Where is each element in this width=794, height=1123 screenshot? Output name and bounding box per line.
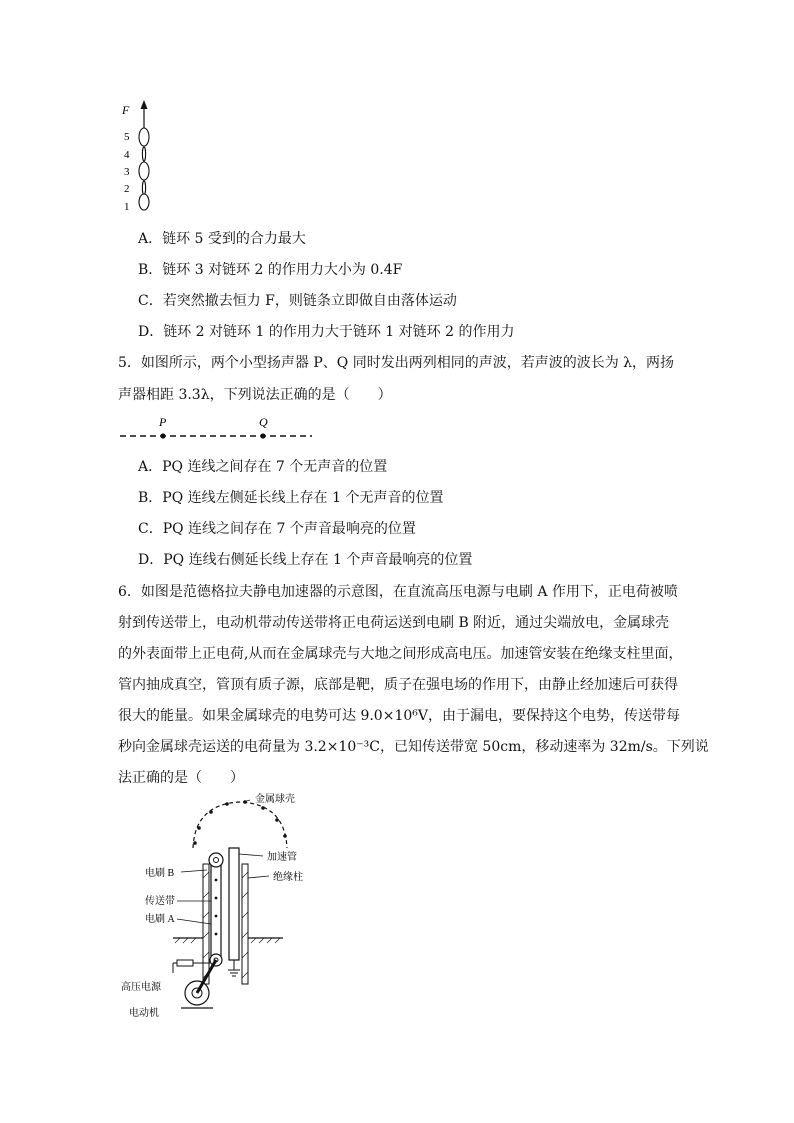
top-pulley (209, 853, 223, 867)
q6-stem-line1: 6．如图是范德格拉夫静电加速器的示意图，在直流高压电源与电刷 A 作用下，正电荷被喷 (118, 584, 678, 600)
q6-stem-line6: 秒向金属球壳运送的电荷量为 3.2×10⁻³C，已知传送带宽 50cm，移动速率为 32m/s。下列说 (118, 739, 709, 755)
q4-option-d: D．链环 2 对链环 1 的作用力大于链环 1 对链环 2 的作用力 (138, 324, 515, 340)
ring-2 (142, 181, 145, 195)
ring-label-3: 3 (124, 166, 130, 178)
q6-stem-line7: 法正确的是（ ） (118, 770, 244, 786)
van-de-graaff-figure (115, 788, 335, 1028)
q5-stem-line1: 5．如图所示，两个小型扬声器 P、Q 同时发出两列相同的声波，若声波的波长为 λ，两扬 (118, 355, 675, 371)
speaker-p-dot (160, 433, 165, 438)
ring-3 (139, 162, 149, 180)
pillar-right (242, 864, 248, 984)
label-insulating-pillar: 绝缘柱 (273, 872, 303, 883)
q4-option-a: A．链环 5 受到的合力最大 (138, 231, 306, 247)
q5-stem-line2: 声器相距 3.3λ，下列说法正确的是（ ） (118, 387, 392, 403)
ring-1 (139, 194, 149, 210)
ring-5 (139, 128, 149, 146)
q5-option-d: D．PQ 连线右侧延长线上存在 1 个声音最响亮的位置 (138, 552, 473, 568)
label-belt: 传送带 (145, 896, 175, 907)
ring-label-5: 5 (124, 131, 130, 143)
force-label: F (122, 103, 130, 117)
q5-option-b: B．PQ 连线左侧延长线上存在 1 个无声音的位置 (138, 490, 444, 506)
power-source (177, 960, 193, 966)
label-acceleration-tube: 加速管 (267, 852, 297, 863)
shell-charges (193, 800, 287, 845)
label-brush-a: 电刷 A (145, 914, 175, 925)
pillar-left (203, 864, 209, 984)
label-brush-b: 电刷 B (145, 868, 175, 879)
label-metal-shell: 金属球壳 (255, 794, 295, 805)
speaker-q-label: Q (259, 415, 268, 429)
q5-option-c: C．PQ 连线之间存在 7 个声音最响亮的位置 (138, 521, 416, 537)
speaker-line-figure (118, 412, 318, 446)
ring-label-4: 4 (124, 149, 130, 161)
q6-stem-line3: 的外表面带上正电荷,从而在金属球壳与大地之间形成高电压。加速管安装在绝缘支柱里面， (118, 646, 683, 662)
chain-figure (112, 98, 162, 216)
q6-stem-line2: 射到传送带上，电动机带动传送带将正电荷运送到电刷 B 附近，通过尖端放电，金属球壳 (118, 615, 670, 631)
q6-stem-line5: 很大的能量。如果金属球壳的电势可达 9.0×10⁶V，由于漏电，要保持这个电势，传送带每 (118, 708, 680, 724)
label-power-source: 高压电源 (121, 982, 161, 993)
q4-option-c: C．若突然撤去恒力 F，则链条立即做自由落体运动 (138, 293, 457, 309)
metal-shell (193, 802, 287, 848)
speaker-q-dot (260, 433, 265, 438)
ring-4 (142, 147, 145, 161)
label-motor: 电动机 (129, 1008, 159, 1019)
q4-option-b: B．链环 3 对链环 2 的作用力大小为 0.4F (138, 262, 403, 278)
q5-option-a: A．PQ 连线之间存在 7 个无声音的位置 (138, 459, 388, 475)
q6-stem-line4: 管内抽成真空，管顶有质子源，底部是靶，质子在强电场的作用下，由静止经加速后可获得 (118, 677, 678, 693)
ring-label-1: 1 (124, 201, 130, 213)
ring-label-2: 2 (124, 183, 130, 195)
belt-charges (215, 879, 218, 936)
acceleration-tube (229, 848, 239, 960)
force-arrow-head (141, 100, 148, 109)
speaker-p-label: P (159, 415, 167, 429)
